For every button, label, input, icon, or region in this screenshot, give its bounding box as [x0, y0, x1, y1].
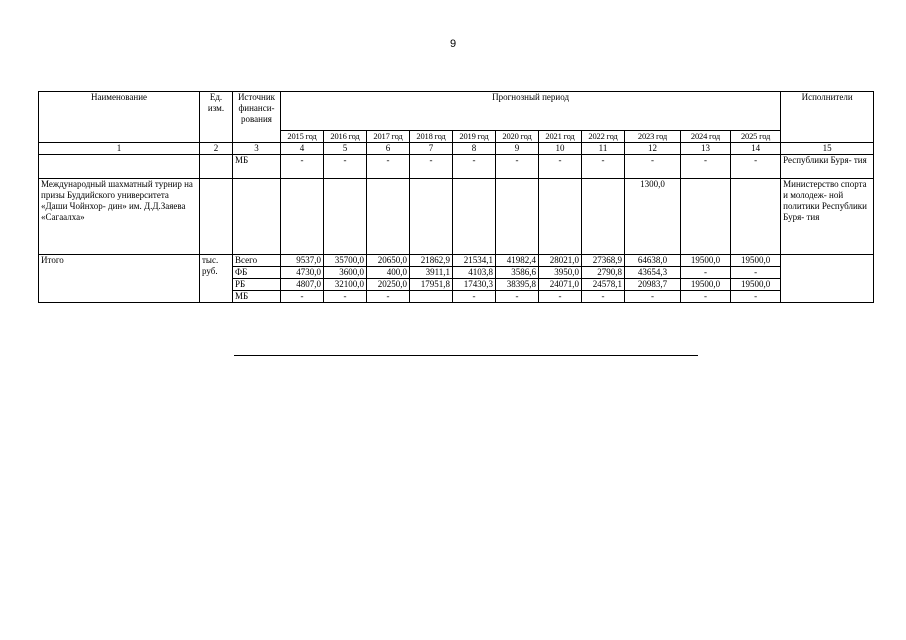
- col-num: 4: [281, 143, 324, 155]
- empty-cell: [539, 179, 582, 255]
- col-num: 8: [453, 143, 496, 155]
- empty-cell: [496, 179, 539, 255]
- empty-cell: [781, 255, 874, 303]
- value-cell: 21862,9: [410, 255, 453, 267]
- value-cell: 4103,8: [453, 267, 496, 279]
- empty-cell: [324, 179, 367, 255]
- value-cell: -: [496, 291, 539, 303]
- value-cell: 20983,7: [625, 279, 681, 291]
- year-2021: 2021 год: [539, 131, 582, 143]
- mb-row: [39, 155, 874, 179]
- value-cell: 3911,1: [410, 267, 453, 279]
- col-num: 15: [781, 143, 874, 155]
- value-cell: 17951,8: [410, 279, 453, 291]
- value-cell: -: [539, 291, 582, 303]
- value-cell: -: [281, 291, 324, 303]
- value-cell: 41982,4: [496, 255, 539, 267]
- col-num: 10: [539, 143, 582, 155]
- year-2017: 2017 год: [367, 131, 410, 143]
- value-cell: 19500,0: [731, 255, 781, 267]
- value-cell: 20650,0: [367, 255, 410, 267]
- value-cell: 17430,3: [453, 279, 496, 291]
- year-2018: 2018 год: [410, 131, 453, 143]
- col-num: 9: [496, 143, 539, 155]
- year-2023: 2023 год: [625, 131, 681, 143]
- empty-cell: [367, 179, 410, 255]
- value-cell-2023: 1300,0: [625, 179, 681, 255]
- empty-cell: [200, 179, 233, 255]
- empty-cell: [39, 155, 200, 179]
- source-cell: ФБ: [233, 267, 281, 279]
- empty-cell: [281, 179, 324, 255]
- year-2020: 2020 год: [496, 131, 539, 143]
- empty-cell: [453, 179, 496, 255]
- header-name: Наименование: [39, 92, 200, 143]
- value-cell: -: [681, 155, 731, 179]
- value-cell: -: [731, 291, 781, 303]
- col-num: 5: [324, 143, 367, 155]
- value-cell: 35700,0: [324, 255, 367, 267]
- value-cell: 27368,9: [582, 255, 625, 267]
- year-2016: 2016 год: [324, 131, 367, 143]
- value-cell: 3600,0: [324, 267, 367, 279]
- col-num: 12: [625, 143, 681, 155]
- header-forecast-period: Прогнозный период: [281, 92, 781, 131]
- year-2024: 2024 год: [681, 131, 731, 143]
- value-cell: -: [681, 267, 731, 279]
- value-cell: -: [453, 155, 496, 179]
- source-cell: МБ: [233, 155, 281, 179]
- year-2022: 2022 год: [582, 131, 625, 143]
- col-num: 13: [681, 143, 731, 155]
- value-cell: 32100,0: [324, 279, 367, 291]
- col-num: 3: [233, 143, 281, 155]
- value-cell: -: [731, 155, 781, 179]
- col-num: 2: [200, 143, 233, 155]
- source-cell: МБ: [233, 291, 281, 303]
- separator-line: [234, 355, 698, 356]
- value-cell: -: [324, 291, 367, 303]
- total-row-vsego: [39, 255, 874, 267]
- value-cell: 2790,8: [582, 267, 625, 279]
- page-number: 9: [449, 38, 457, 50]
- year-2015: 2015 год: [281, 131, 324, 143]
- value-cell: -: [625, 291, 681, 303]
- col-num: 1: [39, 143, 200, 155]
- year-2025: 2025 год: [731, 131, 781, 143]
- empty-cell: [582, 179, 625, 255]
- value-cell: 20250,0: [367, 279, 410, 291]
- value-cell: 3586,6: [496, 267, 539, 279]
- value-cell: 9537,0: [281, 255, 324, 267]
- col-num: 7: [410, 143, 453, 155]
- value-cell: 43654,3: [625, 267, 681, 279]
- event-name: Международный шахматный турнир на призы Буддийского университета «Даши Чойнхор- дин» им. Д.Д.Заяева «Сагаалха»: [39, 179, 200, 255]
- value-cell: 21534,1: [453, 255, 496, 267]
- total-name: Итого: [39, 255, 200, 303]
- header-row: [39, 92, 874, 131]
- value-cell: 19500,0: [731, 279, 781, 291]
- col-num: 6: [367, 143, 410, 155]
- source-cell: РБ: [233, 279, 281, 291]
- value-cell: 19500,0: [681, 279, 731, 291]
- value-cell: 4730,0: [281, 267, 324, 279]
- empty-cell: [233, 179, 281, 255]
- value-cell: -: [367, 291, 410, 303]
- value-cell: [410, 291, 453, 303]
- value-cell: -: [324, 155, 367, 179]
- value-cell: 3950,0: [539, 267, 582, 279]
- value-cell: 38395,8: [496, 279, 539, 291]
- col-num: 14: [731, 143, 781, 155]
- value-cell: -: [582, 291, 625, 303]
- event-row: [39, 179, 874, 255]
- total-unit: тыс. руб.: [200, 255, 233, 303]
- value-cell: -: [582, 155, 625, 179]
- value-cell: -: [681, 291, 731, 303]
- value-cell: -: [281, 155, 324, 179]
- value-cell: -: [539, 155, 582, 179]
- value-cell: 28021,0: [539, 255, 582, 267]
- value-cell: -: [625, 155, 681, 179]
- year-2019: 2019 год: [453, 131, 496, 143]
- header-source: Источник финанси- рования: [233, 92, 281, 143]
- source-cell: Всего: [233, 255, 281, 267]
- executor-cell: Министерство спорта и молодеж- ной политики Республики Буря- тия: [781, 179, 874, 255]
- empty-cell: [410, 179, 453, 255]
- col-num: 11: [582, 143, 625, 155]
- empty-cell: [731, 179, 781, 255]
- value-cell: 24578,1: [582, 279, 625, 291]
- value-cell: 400,0: [367, 267, 410, 279]
- header-unit: Ед. изм.: [200, 92, 233, 143]
- value-cell: -: [410, 155, 453, 179]
- empty-cell: [681, 179, 731, 255]
- value-cell: 4807,0: [281, 279, 324, 291]
- header-executors: Исполнители: [781, 92, 874, 143]
- value-cell: 24071,0: [539, 279, 582, 291]
- value-cell: -: [496, 155, 539, 179]
- column-numbers-row: [39, 143, 874, 155]
- value-cell: 64638,0: [625, 255, 681, 267]
- value-cell: -: [453, 291, 496, 303]
- value-cell: -: [731, 267, 781, 279]
- program-table: [38, 91, 874, 303]
- value-cell: -: [367, 155, 410, 179]
- empty-cell: [200, 155, 233, 179]
- executor-cell: Республики Буря- тия: [781, 155, 874, 179]
- value-cell: 19500,0: [681, 255, 731, 267]
